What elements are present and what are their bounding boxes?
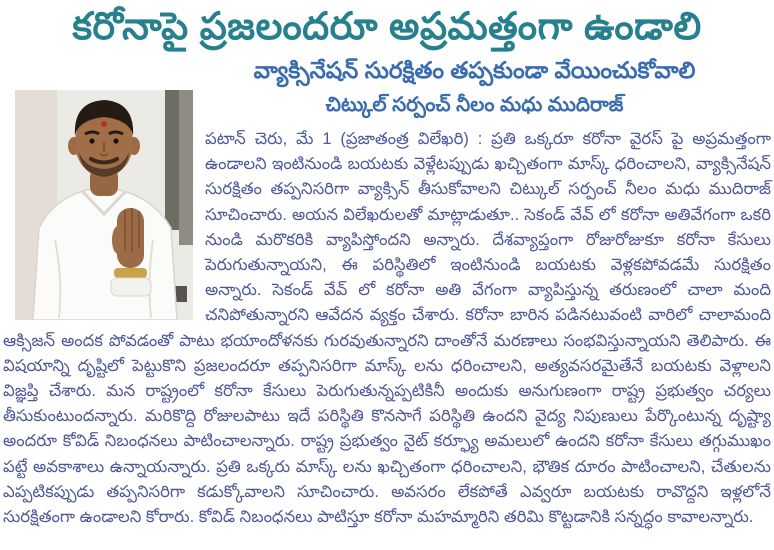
sarpanch-photo-illustration: [15, 90, 193, 320]
bindi-dot: [101, 121, 107, 127]
person-eye-left: [89, 138, 94, 143]
article-photo: [15, 90, 193, 320]
person-eye-right: [113, 138, 118, 143]
gold-watch: [114, 268, 147, 278]
article-subheadline: వ్యాక్సినేషన్ సురక్షితం తప్పకుండా వేయించుకోవాలి: [253, 57, 696, 83]
hand-thumb: [112, 226, 124, 254]
article-headline: కరోనాపై ప్రజలందరూ అప్రమత్తంగా ఉండాలి: [72, 6, 702, 48]
article-body-copy: ప్రతి ఒక్కరూ కరోనా వైరస్ పై అప్రమత్తంగా ఉండాలని ఇంటినుండి బయటకు వెళ్లేటప్పుడు ఖచ్చితంగా మాస్క్ ధరించాలని, వ్యాక్సినేషన్ సురక్షితం తప్పనిసరిగా వ్యాక్సిన్ తీసుకోవాలని చిట్కుల్ సర్పంచ్ నీలం మధు ముదిరాజ్ సూచించారు. అయన విలేఖరులతో మాట్లాడుతూ.. సెకండ్ వేవ్ లో కరోనా అతివేగంగా ఒకరి నుండి మరొకరికి వ్యాపిస్తోందని అన్నారు. దేశవ్యాప్తంగా రోజురోజుకూ కరోనా కేసులు పెరుగుతున్నాయని, ఈ పరిస్థితిలో ఇంటినుండి బయటకు వెళ్లకపోవడమే సురక్షితం అన్నారు. సెకండ్ వేవ్ లో కరోనా అతి వేగంగా వ్యాపిస్తున్న తరుణంలో చాలా మంది చనిపోతున్నారని ఆవేదన వ్యక్తం చేశారు. కరోనా బారిన పడినటువంటి వారిలో చాలామంది ఆక్సిజన్ అందక పోవడంతో పాటు భయాందోళనకు గురవుతున్నారని దాంతోనే మరణాలు సంభవిస్తున్నాయని తెలిపారు. ఈ విషయాన్ని దృష్టిలో పెట్టుకొని ప్రజలందరూ తప్పనిసరిగా మాస్క్ లను ధరించాలని, అత్యవసరమైతేనే బయటకు వెళ్లాలని విజ్ఞప్తి చేశారు. మన రాష్ట్రంలో కరోనా కేసులు పెరుగుతున్నప్పటికినీ అందుకు అనుగుణంగా రాష్ట్ర ప్రభుత్వం చర్యలు తీసుకుంటుందన్నారు. మరికొద్ది రోజులపాటు ఇదే పరిస్థితి కొనసాగే పరిస్థితి ఉందని వైద్య నిపుణులు పేర్కొంటున్న దృష్ట్యా అందరూ కోవిడ్ నిబంధనలు పాటించాలన్నారు. రాష్ట్ర ప్రభుత్వం నైట్ కర్ఫ్యూ అమలులో ఉందని కరోనా కేసులు తగ్గుముఖం పట్టే అవకాశాలు ఉన్నాయన్నారు. ప్రతి ఒక్కరు మాస్క్ లను ఖచ్చితంగా ధరించాలని, భౌతిక దూరం పాటించాలని, చేతులను ఎప్పటికప్పుడు తప్పనిసరిగా కడుక్కోవాలని సూచించారు. అవసరం లేకపోతే ఎవ్వరూ బయటకు రావొద్దని ఇళ్లలోనే సురక్షితంగా ఉండాలని కోరారు. కోవిడ్ నిబంధనలు పాటిస్తూ కరోనా మహమ్మారిని తరిమి కొట్టడానికి సన్నద్ధం కావాలన్నారు.: [3, 130, 771, 527]
person-shirt: [33, 189, 177, 321]
sleeve-cuff: [111, 278, 151, 296]
article-byline: చిట్కుల్ సర్పంచ్ నీలం మధు ముదిరాజ్: [325, 94, 624, 116]
article-dateline: పటాన్ చెరు, మే 1 (ప్రజాతంత్ర విలేఖరి) :: [205, 130, 483, 148]
photo-doorframe-light: [179, 90, 193, 245]
